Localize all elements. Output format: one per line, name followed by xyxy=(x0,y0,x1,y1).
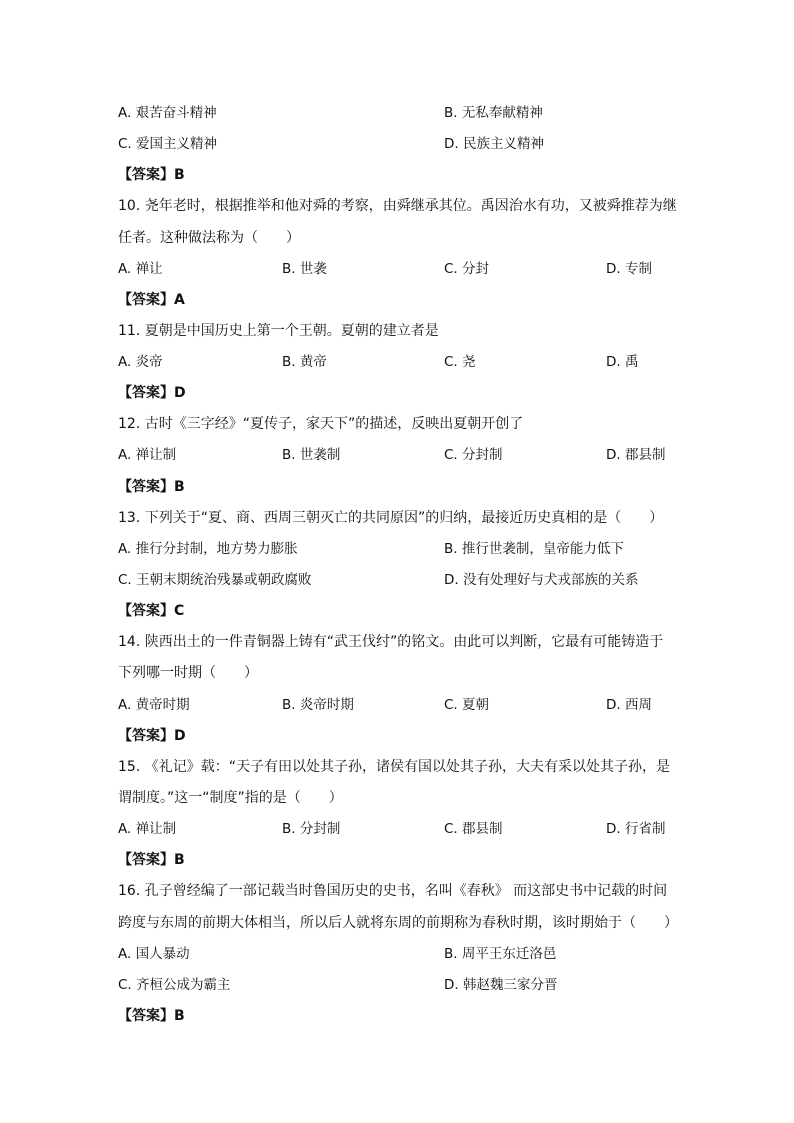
q16-option-c: C. 齐桓公成为霸主 xyxy=(118,977,231,993)
q13-stem-line1: 13. 下列关于“夏、商、西周三朝灭亡的共同原因”的归纳，最接近历史真相的是（ ） xyxy=(118,510,664,526)
q10-stem-line1: 10. 尧年老时，根据推举和他对舜的考察，由舜继承其位。禹因治水有功，又被舜推荐为继 xyxy=(118,198,677,214)
q11-stem-line1: 11. 夏朝是中国历史上第一个王朝。夏朝的建立者是 xyxy=(118,323,439,339)
q11-option-a: A. 炎帝 xyxy=(118,354,163,370)
q15-stem-line1: 15. 《礼记》载：“天子有田以处其子孙，诸侯有国以处其子孙，大夫有采以处其子孙，是 xyxy=(118,759,670,775)
q15-option-b: B. 分封制 xyxy=(282,821,341,837)
q13-option-c: C. 王朝末期统治残暴或朝政腐败 xyxy=(118,572,312,588)
q12-option-a: A. 禅让制 xyxy=(118,447,177,463)
q12-option-d: D. 郡县制 xyxy=(606,447,666,463)
q16-option-b: B. 周平王东迁洛邑 xyxy=(444,946,557,962)
q16-stem-line2: 跨度与东周的前期大体相当，所以后人就将东周的前期称为春秋时期，该时期始于（ ） xyxy=(118,915,678,931)
q12-option-b: B. 世袭制 xyxy=(282,447,341,463)
q10-stem-line2: 任者。这种做法称为（ ） xyxy=(118,230,300,246)
q16-option-a: A. 国人暴动 xyxy=(118,946,190,962)
q9-answer: 【答案】B xyxy=(118,167,185,183)
q13-option-d: D. 没有处理好与犬戎部族的关系 xyxy=(444,572,639,588)
q15-option-a: A. 禅让制 xyxy=(118,821,177,837)
q15-option-d: D. 行省制 xyxy=(606,821,666,837)
q14-option-d: D. 西周 xyxy=(606,697,652,713)
q9-option-c: C. 爱国主义精神 xyxy=(118,136,218,152)
q14-option-a: A. 黄帝时期 xyxy=(118,697,190,713)
q13-answer: 【答案】C xyxy=(118,603,185,619)
q14-option-c: C. 夏朝 xyxy=(444,697,490,713)
q13-option-b: B. 推行世袭制，皇帝能力低下 xyxy=(444,541,624,557)
q10-option-c: C. 分封 xyxy=(444,261,490,277)
q11-option-d: D. 禹 xyxy=(606,354,639,370)
q11-option-c: C. 尧 xyxy=(444,354,476,370)
q15-option-c: C. 郡县制 xyxy=(444,821,503,837)
q16-option-d: D. 韩赵魏三家分晋 xyxy=(444,977,558,993)
q14-answer: 【答案】D xyxy=(118,728,186,744)
q12-option-c: C. 分封制 xyxy=(444,447,503,463)
q15-answer: 【答案】B xyxy=(118,852,185,868)
q14-option-b: B. 炎帝时期 xyxy=(282,697,354,713)
q12-stem-line1: 12. 古时《三字经》“夏传子，家天下”的描述，反映出夏朝开创了 xyxy=(118,416,524,432)
q11-option-b: B. 黄帝 xyxy=(282,354,327,370)
q10-option-b: B. 世袭 xyxy=(282,261,327,277)
q15-stem-line2: 谓制度。”这一“制度”指的是（ ） xyxy=(118,790,343,806)
q13-option-a: A. 推行分封制，地方势力膨胀 xyxy=(118,541,298,557)
q11-answer: 【答案】D xyxy=(118,385,186,401)
q10-option-a: A. 禅让 xyxy=(118,261,163,277)
q14-stem-line1: 14. 陕西出土的一件青铜器上铸有“武王伐纣”的铭文。由此可以判断，它最有可能铸造于 xyxy=(118,634,664,650)
q9-option-d: D. 民族主义精神 xyxy=(444,136,544,152)
q14-stem-line2: 下列哪一时期（ ） xyxy=(118,665,258,681)
q12-answer: 【答案】B xyxy=(118,479,185,495)
q9-option-a: A. 艰苦奋斗精神 xyxy=(118,105,217,121)
q10-answer: 【答案】A xyxy=(118,292,185,308)
q16-stem-line1: 16. 孔子曾经编了一部记载当时鲁国历史的史书，名叫《春秋》 而这部史书中记载的时间 xyxy=(118,883,668,899)
q9-option-b: B. 无私奉献精神 xyxy=(444,105,543,121)
q16-answer: 【答案】B xyxy=(118,1008,185,1024)
q10-option-d: D. 专制 xyxy=(606,261,652,277)
